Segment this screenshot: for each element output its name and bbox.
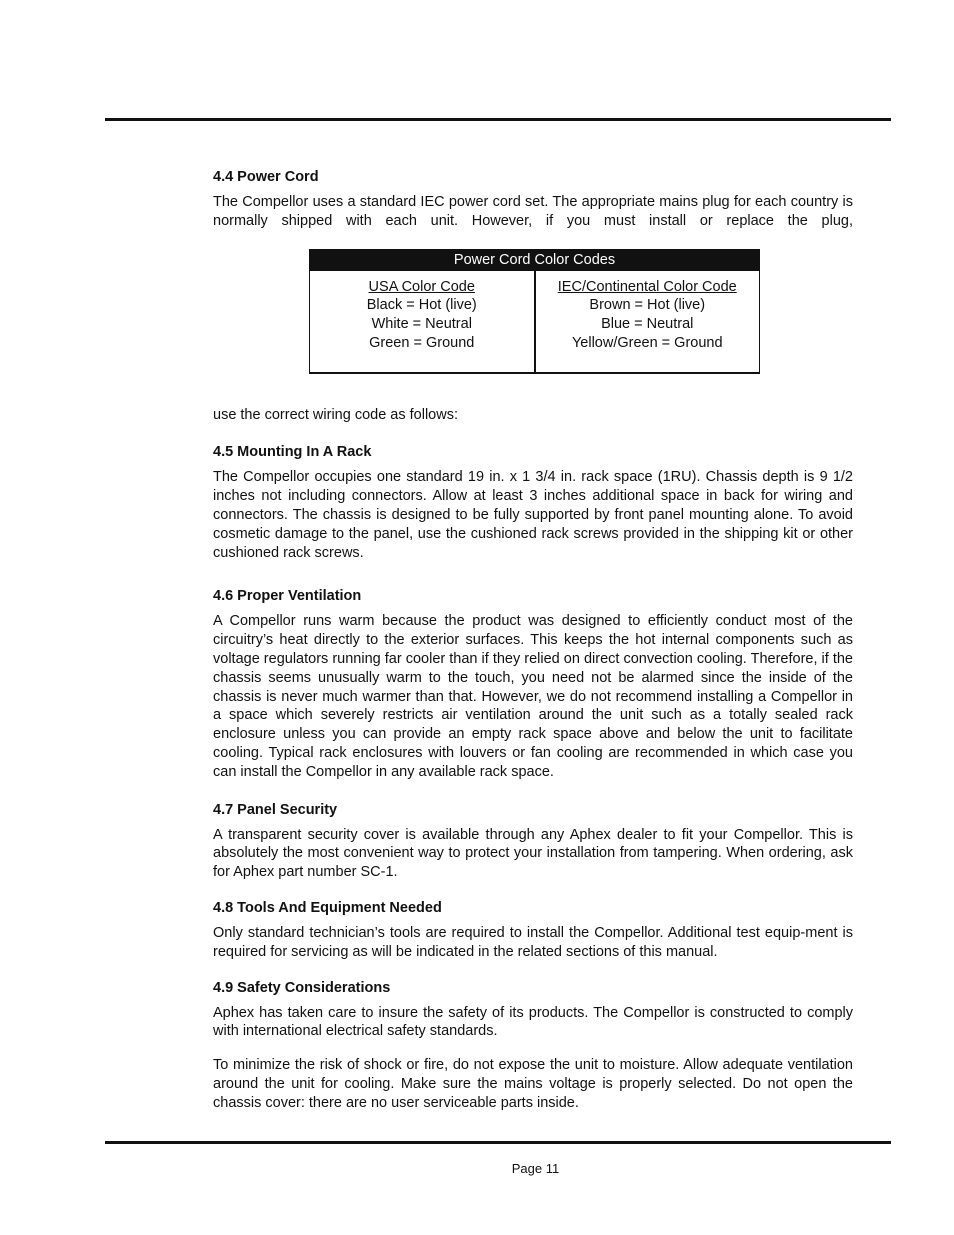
iec-ground-line: Yellow/Green = Ground (571, 334, 723, 351)
section-paragraph: Only standard technician’s tools are required to install the Compellor. Additional test equip-ment is required for servicing as will be indicated in the related sections of this manual. (213, 924, 853, 960)
section-paragraph: A Compellor runs warm because the product was designed to efficiently conduct most of the circuitry’s heat directly to the exterior surfaces. This keeps the hot internal components such as voltage regulators running far cooler than if they relied on direct convection cooling. Therefore, if the chassis seems unusually warm to the touch, you need not be alarmed since the inside of the chassis is never much warmer than that. However, we do not recommend installing a Compellor in a space which severely restricts air ventilation around the unit such as a totally sealed rack enclosure unless you can provide an empty rack space above and below the unit to facilitate cooling. Typical rack enclosures with louvers or fan cooling are recommended in which case you can install the Compellor in any available rack space. (213, 613, 853, 780)
section-paragraph: The Compellor occupies one standard 19 in. x 1 3/4 in. rack space (1RU). Chassis depth is 9 1/2 inches not including connectors. Allow at least 3 inches additional space in back for wiring and connectors. The chassis is designed to be fully supported by front panel mounting alone. To avoid cosmetic damage to the panel, use the cushioned rack screws provided in the shipping kit or other cushioned rack screws. (213, 469, 853, 561)
section-ventilation (213, 587, 853, 781)
section-safety (213, 979, 853, 1113)
iec-hot-line: Brown = Hot (live) (589, 297, 706, 314)
power-cord-color-table (309, 249, 760, 374)
document-body (213, 168, 853, 1113)
section-panel-security (213, 801, 853, 882)
section-paragraph: The Compellor uses a standard IEC power cord set. The appropriate mains plug for each country is normally shipped with each unit. However, if you must install or replace the plug, (213, 194, 853, 229)
section-heading: 4.6 Proper Ventilation (213, 588, 362, 605)
section-power-cord (213, 168, 853, 424)
section-heading: 4.7 Panel Security (213, 801, 338, 818)
usa-ground-line: Green = Ground (369, 334, 475, 351)
section-heading: 4.8 Tools And Equipment Needed (213, 899, 442, 916)
section-heading: 4.5 Mounting In A Rack (213, 444, 372, 461)
usa-neutral-line: White = Neutral (371, 316, 472, 333)
section-paragraph: To minimize the risk of shock or fire, do not expose the unit to moisture. Allow adequate ventilation around the unit for cooling. Make sure the mains voltage is properly selected. Do not open the chassis cover: there are no user serviceable parts inside. (213, 1057, 853, 1111)
page-number: Page 11 (511, 1161, 560, 1176)
section-heading: 4.9 Safety Considerations (213, 979, 391, 996)
section-heading: 4.4 Power Cord (213, 169, 319, 185)
section-tools (213, 899, 853, 962)
usa-color-column (310, 271, 534, 372)
usa-hot-line: Black = Hot (live) (366, 297, 477, 314)
footer-rule (105, 1141, 891, 1144)
section-mounting (213, 443, 853, 562)
header-rule (105, 118, 891, 121)
usa-column-title: USA Color Code (368, 278, 475, 295)
section-paragraph: use the correct wiring code as follows: (213, 406, 458, 423)
table-title: Power Cord Color Codes (310, 250, 759, 271)
section-paragraph: Aphex has taken care to insure the safety of its products. The Compellor is constructed to comply with international electrical safety standards. (213, 1004, 853, 1040)
section-paragraph: A transparent security cover is available through any Aphex dealer to fit your Compellor. This is absolutely the most convenient way to protect your installation from tampering. When ordering, ask for Aphex part number SC-1. (213, 826, 853, 881)
iec-neutral-line: Blue = Neutral (601, 316, 694, 333)
iec-color-column (534, 271, 760, 372)
iec-column-title: IEC/Continental Color Code (557, 278, 737, 295)
